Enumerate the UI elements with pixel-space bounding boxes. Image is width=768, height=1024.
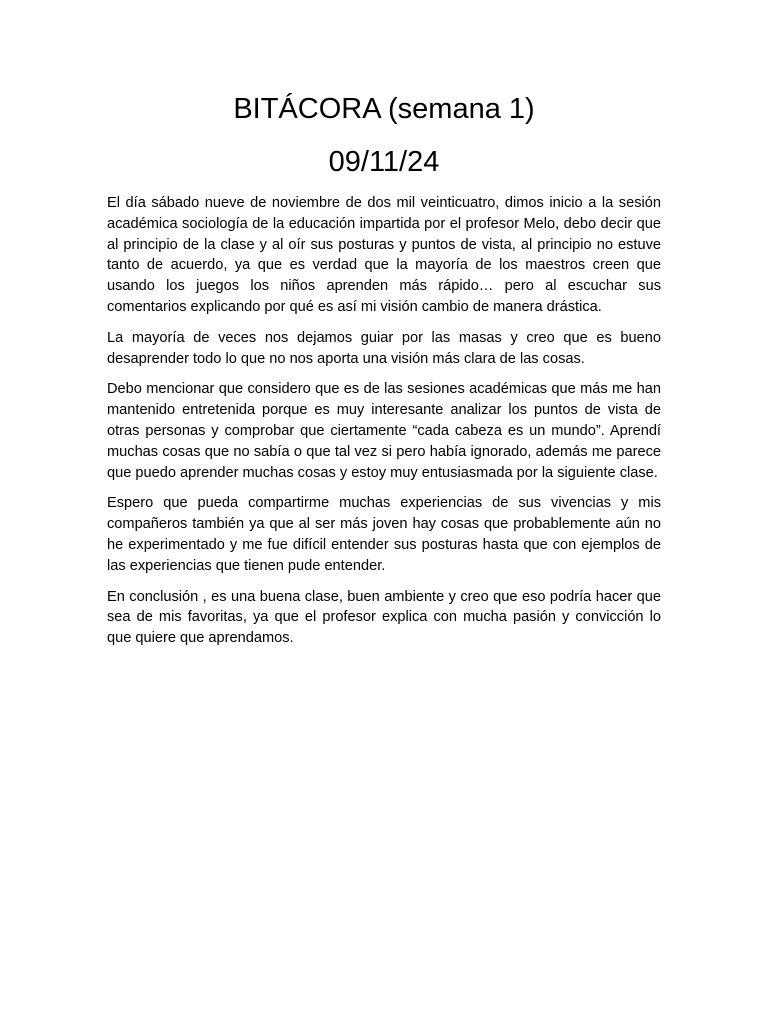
paragraph-4: Espero que pueda compartirme muchas experiencias de sus vivencias y mis compañeros también ya que al ser más joven hay cosas que probablemente aún no he experimentado y me fue difícil entender sus posturas hasta que con ejemplos de las experiencias que tienen pude entender.	[107, 495, 661, 574]
paragraph-2: La mayoría de veces nos dejamos guiar por las masas y creo que es bueno desaprender todo lo que no nos aporta una visión más clara de las cosas.	[107, 329, 661, 367]
document-title: BITÁCORA (semana 1)	[233, 93, 535, 125]
paragraph-5: En conclusión , es una buena clase, buen ambiente y creo que eso podría hacer que sea de mis favoritas, ya que el profesor explica con mucha pasión y convicción lo que quiere que aprendamos.	[107, 588, 661, 647]
paragraph-3: Debo mencionar que considero que es de las sesiones académicas que más me han mantenido entretenida porque es muy interesante analizar los puntos de vista de otras personas y comprobar que ciertamente “cada cabeza es un mundo”. Aprendí muchas cosas que no sabía o que tal vez si pero había ignorado, además me parece que puedo aprender muchas cosas y estoy muy entusiasmada por la siguiente clase.	[107, 381, 661, 481]
paragraph-1: El día sábado nueve de noviembre de dos mil veinticuatro, dimos inicio a la sesión académica sociología de la educación impartida por el profesor Melo, debo decir que al principio de la clase y al oír sus posturas y puntos de vista, al principio no estuve tanto de acuerdo, ya que es verdad que la mayoría de los maestros creen que usando los juegos los niños aprenden más rápido… pero al escuchar sus comentarios explicando por qué es así mi visión cambio de manera drástica.	[107, 195, 661, 315]
document-body	[107, 193, 661, 659]
document-date: 09/11/24	[328, 146, 440, 178]
